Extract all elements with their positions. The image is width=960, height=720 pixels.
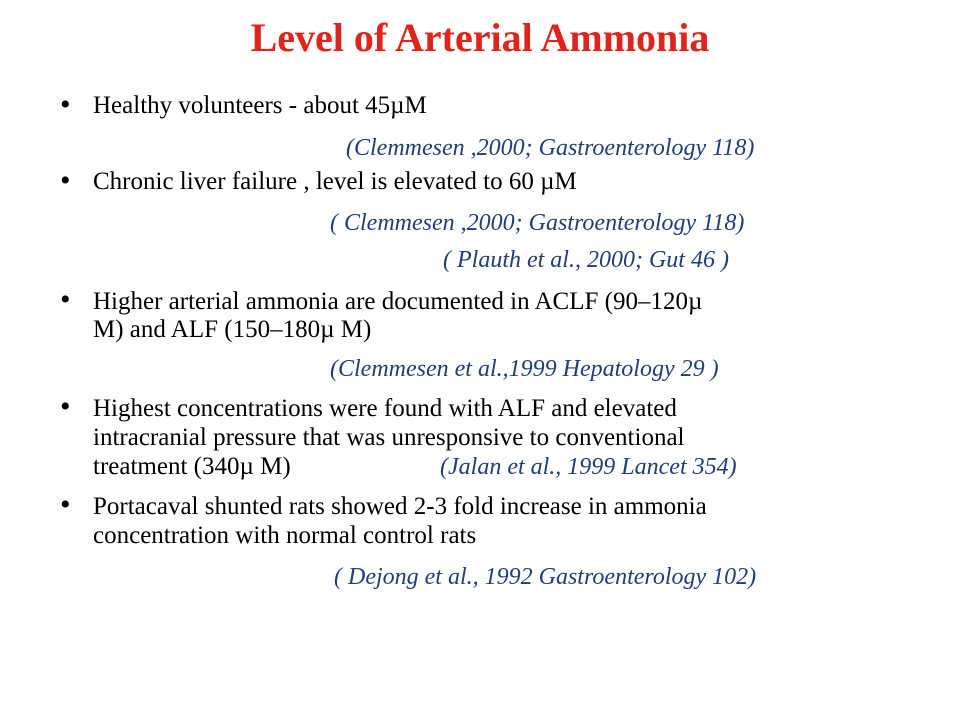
citation-2a: ( Clemmesen ,2000; Gastroenterology 118) <box>330 210 745 236</box>
bullet-3-line-2: M) and ALF (150–180µ M) <box>93 316 372 343</box>
bullet-4-line-1: Highest concentrations were found with ALF and elevated <box>93 395 677 422</box>
bullet-2-text: Chronic liver failure , level is elevated to 60 µM <box>93 168 577 195</box>
bullet-marker: • <box>60 390 71 423</box>
bullet-marker: • <box>60 283 71 316</box>
citation-5: ( Dejong et al., 1992 Gastroenterology 102) <box>334 564 757 590</box>
bullet-5-line-2: concentration with normal control rats <box>93 522 477 549</box>
bullet-marker: • <box>60 88 71 121</box>
bullet-4-line-2: intracranial pressure that was unresponsive to conventional <box>93 424 685 451</box>
bullet-4-line-3: treatment (340µ M) <box>93 453 291 480</box>
bullet-marker: • <box>60 488 71 521</box>
bullet-3-line-1: Higher arterial ammonia are documented in ACLF (90–120µ <box>93 288 703 315</box>
citation-4: (Jalan et al., 1999 Lancet 354) <box>440 454 737 480</box>
citation-2b: ( Plauth et al., 2000; Gut 46 ) <box>443 247 729 273</box>
slide-title: Level of Arterial Ammonia <box>250 15 710 60</box>
bullet-marker: • <box>60 164 71 197</box>
bullet-5-line-1: Portacaval shunted rats showed 2-3 fold increase in ammonia <box>93 493 707 520</box>
citation-3: (Clemmesen et al.,1999 Hepatology 29 ) <box>330 356 719 382</box>
citation-1: (Clemmesen ,2000; Gastroenterology 118) <box>346 135 755 161</box>
bullet-1-text: Healthy volunteers - about 45µM <box>93 92 427 119</box>
